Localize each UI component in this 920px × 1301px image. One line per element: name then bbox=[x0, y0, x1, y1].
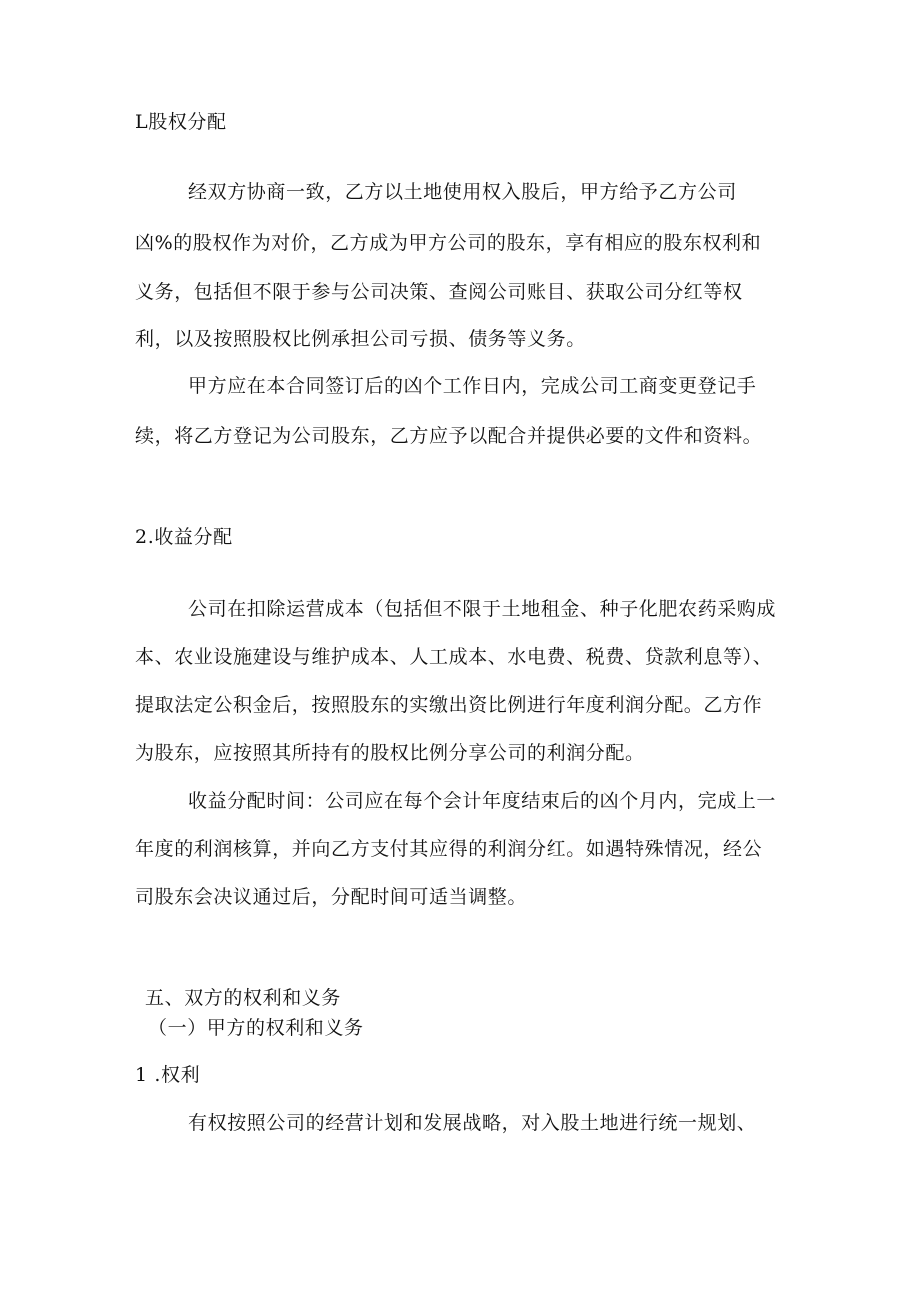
paragraph-line: 利，以及按照股权比例承担公司亏损、债务等义务。 bbox=[135, 328, 586, 350]
section-heading-rights: 五、双方的权利和义务 bbox=[145, 987, 342, 1009]
item-heading-rights: 1 .权利 bbox=[135, 1064, 201, 1086]
paragraph-line: 年度的利润核算，并向乙方支付其应得的利润分红。如遇特殊情况，经公 bbox=[135, 838, 763, 860]
paragraph-line: 本、农业设施建设与维护成本、人工成本、水电费、税费、贷款利息等）、 bbox=[135, 646, 773, 668]
paragraph-line: 有权按照公司的经营计划和发展战略，对入股土地进行统一规划、 bbox=[188, 1112, 757, 1134]
paragraph-line: 公司在扣除运营成本（包括但不限于土地租金、种子化肥农药采购成 bbox=[188, 598, 777, 620]
subsection-heading-party-a: （一）甲方的权利和义务 bbox=[148, 1017, 364, 1039]
section-heading-equity: L股权分配 bbox=[135, 111, 227, 133]
paragraph-line: 甲方应在本合同签订后的凶个工作日内，完成公司工商变更登记手 bbox=[188, 375, 757, 397]
paragraph-line: 收益分配时间：公司应在每个会计年度结束后的凶个月内，完成上一 bbox=[188, 790, 777, 812]
section-heading-income: 2.收益分配 bbox=[135, 526, 233, 548]
paragraph-line: 续，将乙方登记为公司股东，乙方应予以配合并提供必要的文件和资料。 bbox=[135, 425, 763, 447]
paragraph-line: 经双方协商一致，乙方以土地使用权入股后，甲方给予乙方公司 bbox=[188, 181, 737, 203]
paragraph-line: 司股东会决议通过后，分配时间可适当调整。 bbox=[135, 886, 528, 908]
paragraph-line: 为股东，应按照其所持有的股权比例分享公司的利润分配。 bbox=[135, 742, 645, 764]
paragraph-line: 提取法定公积金后，按照股东的实缴出资比例进行年度利润分配。乙方作 bbox=[135, 694, 763, 716]
paragraph-line: 义务，包括但不限于参与公司决策、查阅公司账目、获取公司分红等权 bbox=[135, 281, 743, 303]
paragraph-line: 凶%的股权作为对价，乙方成为甲方公司的股东，享有相应的股东权利和 bbox=[135, 232, 762, 254]
